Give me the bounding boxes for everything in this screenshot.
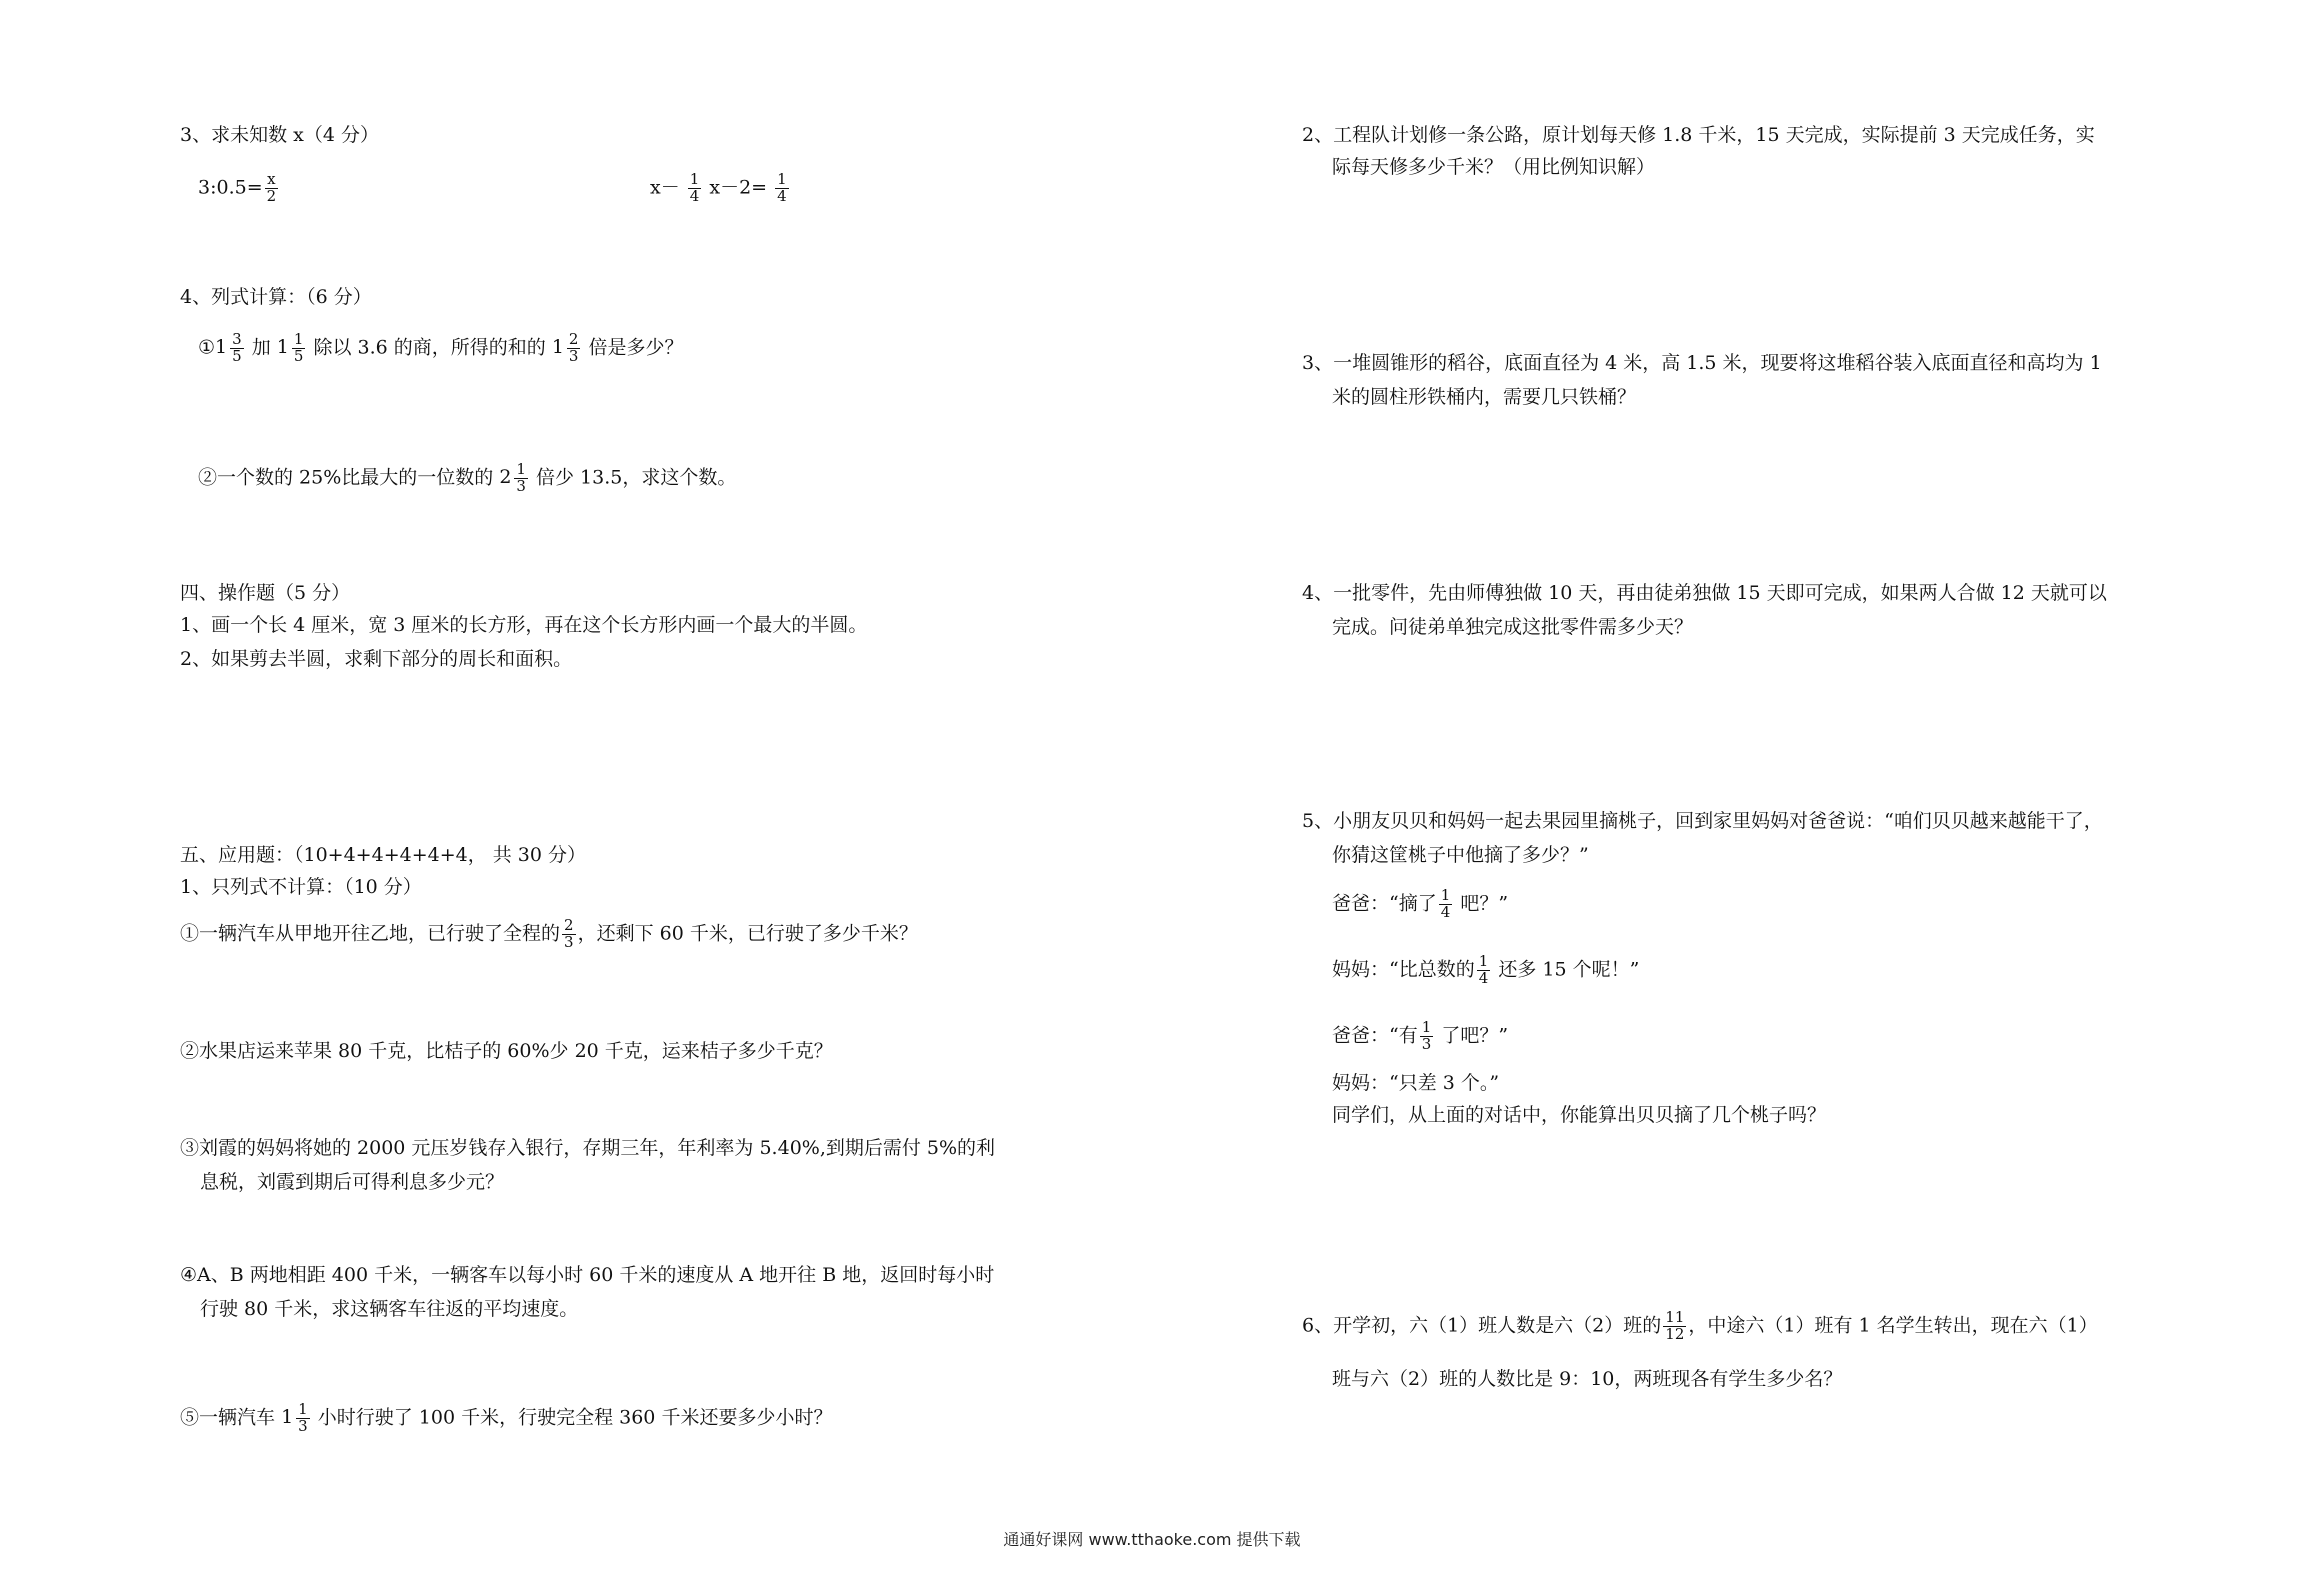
app-question-3-line-1: ③刘霞的妈妈将她的 2000 元压岁钱存入银行，存期三年，年利率为 5.40%,到期后需付 5%的利 <box>180 1137 996 1159</box>
equation-2 <box>650 172 791 205</box>
right-question-2-line-2: 际每天修多少千米？（用比例知识解） <box>1332 156 1656 178</box>
question-text: 加 <box>251 336 271 359</box>
question-text: ，中途六（1）班有 1 名学生转出，现在六（1） <box>1688 1314 2098 1337</box>
app-question-4-line-2: 行驶 80 千米，求这辆客车往返的平均速度。 <box>200 1298 579 1320</box>
fraction: $\frac{2}{3}$ <box>564 916 574 951</box>
dialogue-line-1 <box>1332 888 1508 921</box>
section-app-title: 五、应用题：（10+4+4+4+4+4， 共 30 分） <box>180 844 587 866</box>
mixed-number: 2 $\frac{1}{3}$ <box>499 460 526 495</box>
question-text: 6、开学初，六（1）班人数是六（2）班的 <box>1302 1314 1662 1337</box>
dialogue-line-2 <box>1332 954 1639 987</box>
section-4-title: 4、列式计算：（6 分） <box>180 286 372 308</box>
question-text: ，还剩下 60 千米，已行驶了多少千米？ <box>577 922 918 945</box>
dialogue-text: 吧？” <box>1460 892 1509 915</box>
question-text: 倍是多少？ <box>588 336 684 359</box>
fraction: $\frac{1}{4}$ <box>1478 952 1489 987</box>
fraction: $\frac{1}{4}$ <box>777 170 787 205</box>
fraction: $\frac{11}{12}$ <box>1665 1308 1685 1343</box>
dialogue-line-4: 妈妈：“只差 3 个。” <box>1332 1072 1500 1094</box>
dialogue-text: 了吧？” <box>1441 1024 1509 1047</box>
right-question-6-line-2: 班与六（2）班的人数比是 9：10，两班现各有学生多少名？ <box>1332 1368 1843 1390</box>
equation-1 <box>198 172 280 205</box>
dialogue-line-3 <box>1332 1020 1508 1053</box>
fraction: $\frac{x}{2}$ <box>266 170 277 205</box>
question-text: ①一辆汽车从甲地开往乙地，已行驶了全程的 <box>180 922 561 945</box>
equation-2-part-b: x－2= <box>709 176 768 199</box>
section-ops-title: 四、操作题（5 分） <box>180 582 351 604</box>
dialogue-question: 同学们，从上面的对话中，你能算出贝贝摘了几个桃子吗？ <box>1332 1104 1827 1126</box>
app-question-3-line-2: 息税，刘霞到期后可得利息多少元？ <box>200 1171 505 1193</box>
dialogue-text: 妈妈：“比总数的 <box>1332 958 1475 981</box>
ops-item-1: 1、画一个长 4 厘米，宽 3 厘米的长方形，再在这个长方形内画一个最大的半圆。 <box>180 614 868 636</box>
app-subsection-1: 1、只列式不计算：（10 分） <box>180 876 422 898</box>
question-marker: ① <box>198 336 216 359</box>
fraction: $\frac{1}{3}$ <box>1421 1018 1432 1053</box>
dialogue-text: 爸爸：“有 <box>1332 1024 1418 1047</box>
right-question-3-line-1: 3、一堆圆锥形的稻谷，底面直径为 4 米，高 1.5 米，现要将这堆稻谷装入底面直径和高均为 1 <box>1302 352 2102 374</box>
right-question-5-line-2: 你猜这筐桃子中他摘了多少？” <box>1332 844 1589 866</box>
mixed-number: 1 $\frac{2}{3}$ <box>551 330 579 365</box>
question-text: 倍少 13.5，求这个数。 <box>536 466 737 489</box>
right-question-5-line-1: 5、小朋友贝贝和妈妈一起去果园里摘桃子，回到家里妈妈对爸爸说：“咱们贝贝越来越能干了， <box>1302 810 2103 832</box>
app-question-2: ②水果店运来苹果 80 千克，比桔子的 60%少 20 千克，运来桔子多少千克？ <box>180 1040 833 1062</box>
right-question-3-line-2: 米的圆柱形铁桶内，需要几只铁桶？ <box>1332 386 1637 408</box>
dialogue-text: 还多 15 个呢！” <box>1498 958 1640 981</box>
section-3-title: 3、求未知数 x（4 分） <box>180 124 379 146</box>
question-text: 小时行驶了 100 千米，行驶完全程 360 千米还要多少小时？ <box>317 1406 833 1429</box>
question-text: 除以 3.6 的商，所得的和的 <box>313 336 546 359</box>
fraction: $\frac{1}{4}$ <box>689 170 700 205</box>
app-question-4-line-1: ④A、B 两地相距 400 千米，一辆客车以每小时 60 千米的速度从 A 地开往 B 地，返回时每小时 <box>180 1264 995 1286</box>
right-question-6-line-1 <box>1302 1310 2098 1343</box>
ops-item-2: 2、如果剪去半圆，求剩下部分的周长和面积。 <box>180 648 573 670</box>
app-question-5 <box>180 1402 832 1435</box>
equation-1-prefix: 3:0.5= <box>198 176 263 199</box>
question-text: ⑤一辆汽车 <box>180 1406 276 1429</box>
mixed-number: 1 $\frac{1}{3}$ <box>281 1400 308 1435</box>
mixed-number: 1 $\frac{3}{5}$ <box>215 330 242 365</box>
right-question-4-line-2: 完成。问徒弟单独完成这批零件需多少天？ <box>1332 616 1694 638</box>
page-footer: 通通好课网 www.tthaoke.com 提供下载 <box>1003 1530 1301 1549</box>
app-question-1 <box>180 918 918 951</box>
question-4-1 <box>198 332 684 365</box>
question-text: ②一个数的 25%比最大的一位数的 <box>198 466 494 489</box>
question-4-2 <box>198 462 736 495</box>
mixed-number: 1 $\frac{1}{5}$ <box>276 330 304 365</box>
right-question-4-line-1: 4、一批零件，先由师傅独做 10 天，再由徒弟独做 15 天即可完成，如果两人合做 12 天就可以 <box>1302 582 2107 604</box>
equation-2-part-a: x－ <box>650 176 680 199</box>
fraction: $\frac{1}{4}$ <box>1440 886 1451 921</box>
right-question-2-line-1: 2、工程队计划修一条公路，原计划每天修 1.8 千米，15 天完成，实际提前 3 天完成任务，实 <box>1302 124 2095 146</box>
dialogue-text: 爸爸：“摘了 <box>1332 892 1437 915</box>
